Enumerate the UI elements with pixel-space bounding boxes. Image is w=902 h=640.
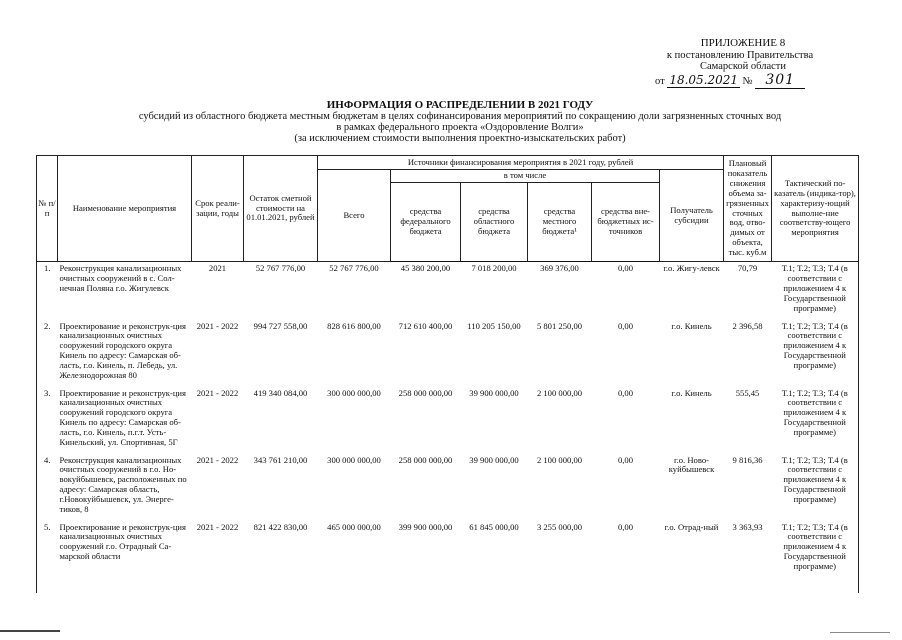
row-num: 4.	[37, 454, 58, 521]
row-term: 2021	[208, 263, 227, 273]
table-row	[37, 521, 859, 593]
row-name: Реконструкция канализационных очистных сооружений в с. Сол-нечная Поляна г.о. Жигулевск	[59, 263, 182, 293]
annex-title: ПРИЛОЖЕНИЕ 8	[700, 37, 786, 49]
row-regional: 39 900 000,00	[469, 454, 519, 465]
row-total: 300 000 000,00	[327, 454, 381, 465]
row-regional: 7 018 200,00	[471, 263, 517, 273]
date-prefix: от	[655, 76, 665, 87]
row-tactical: Т.1; Т.2; Т.3; Т.4 (в соответствии с приложением 4 к Государственной программе)	[772, 387, 859, 454]
row-balance: 52 767 776,00	[255, 263, 306, 273]
row-term: 2021 - 2022	[196, 521, 239, 532]
row-num: 2.	[37, 320, 58, 387]
annex-line-government: к постановлению Правительства	[666, 50, 814, 61]
distribution-table	[36, 155, 859, 593]
row-local: 369 376,00	[540, 263, 579, 273]
row-indicator: 2 396,58	[732, 320, 763, 331]
header-sources: Источники финансирования мероприятия в 2021 году, рублей	[318, 156, 724, 170]
row-regional: 39 900 000,00	[469, 387, 519, 398]
row-num: 3.	[37, 387, 58, 454]
header-name: Наименование мероприятия	[58, 156, 192, 262]
header-local: средства местного бюджета¹	[528, 183, 592, 262]
table-row	[37, 262, 859, 320]
row-offbudget: 0,00	[617, 320, 634, 331]
row-federal: 258 000 000,00	[398, 387, 453, 398]
header-term: Срок реали-зации, годы	[192, 156, 244, 262]
row-indicator: 9 816,36	[732, 454, 763, 465]
row-tactical: Т.1; Т.2; Т.3; Т.4 (в соответствии с приложением 4 к Государственной программе)	[772, 454, 859, 521]
row-name: Проектирование и реконструк-ция канализационных очистных сооружений городского округа Кинель по адресу: Самарская об-ласть, г.о. Кинель, п. Лебедь, ул. Железнодорожная 80	[59, 320, 186, 381]
row-regional: 61 845 000,00	[469, 521, 519, 532]
row-total: 52 767 776,00	[329, 263, 379, 273]
row-name: Реконструкция канализационных очистных сооружений в г.о. Но-вокуйбышевск, расположенных по адресу: Самарская область, г.Новокуйбышевск, ул. Энерге-тиков, 8	[59, 454, 187, 515]
handwritten-date: 18.05.2021	[669, 73, 739, 87]
annex-line-region: Самарской области	[700, 61, 786, 72]
row-indicator: 555,45	[735, 387, 760, 398]
row-balance: 343 761 210,00	[253, 454, 308, 465]
row-federal: 45 380 200,00	[400, 263, 451, 273]
table-row	[37, 387, 859, 454]
scan-edge-mark	[0, 630, 60, 632]
row-num: 5.	[37, 521, 58, 593]
table-row	[37, 454, 859, 521]
row-term: 2021 - 2022	[196, 387, 239, 398]
row-indicator: 3 363,93	[732, 521, 763, 532]
row-federal: 712 610 400,00	[398, 320, 453, 331]
annex-date-number	[655, 72, 805, 88]
document-title: ИНФОРМАЦИЯ О РАСПРЕДЕЛЕНИИ В 2021 ГОДУ	[326, 99, 594, 111]
table-row	[37, 320, 859, 387]
row-offbudget: 0,00	[617, 263, 634, 273]
row-tactical: Т.1; Т.2; Т.3; Т.4 (в соответствии с приложением 4 к Государственной программе)	[772, 262, 859, 320]
row-total: 300 000 000,00	[327, 387, 381, 398]
row-balance: 821 422 830,00	[253, 521, 308, 532]
row-balance: 994 727 558,00	[253, 320, 308, 331]
row-local: 3 255 000,00	[536, 521, 583, 532]
row-total: 465 000 000,00	[327, 521, 381, 532]
row-total: 828 616 800,00	[327, 320, 381, 331]
row-local: 2 100 000,00	[536, 387, 583, 398]
row-offbudget: 0,00	[617, 454, 634, 465]
document-subtitle-3: (за исключением стоимости выполнения проектно-изыскательских работ)	[294, 133, 626, 144]
row-tactical: Т.1; Т.2; Т.3; Т.4 (в соответствии с приложением 4 к Государственной программе)	[772, 320, 859, 387]
row-tactical: Т.1; Т.2; Т.3; Т.4 (в соответствии с приложением 4 к Государственной программе)	[772, 521, 859, 593]
row-name: Проектирование и реконструк-ция канализационных очистных сооружений городского округа Кинель по адресу: Самарская об-ласть, г.о. Кинель, п.г.т. Усть-Кинельский, ул. Спортивная, 5Г	[59, 387, 186, 448]
handwritten-number: 301	[755, 72, 805, 89]
header-regional: средства областного бюджета	[461, 183, 528, 262]
row-num: 1.	[37, 262, 58, 320]
row-recipient: г.о. Ново-куйбышевск	[668, 454, 715, 475]
scan-edge-mark	[830, 632, 890, 633]
header-offbudget: средства вне-бюджетных ис-точников	[592, 183, 660, 262]
document-subtitle-1: субсидий из областного бюджета местным бюджетам в целях софинансирования мероприятий по сокращению доли загрязненных сточных вод	[138, 111, 782, 122]
header-indicator: Плановый показатель снижения объема за-грязненных сточных вод, отво-димых от объекта, тыс. куб.м	[724, 156, 772, 262]
header-num: № п/п	[37, 156, 58, 262]
header-including: в том числе	[391, 170, 660, 183]
header-balance: Остаток сметной стоимости на 01.01.2021, рублей	[244, 156, 318, 262]
header-federal: средства федерального бюджета	[391, 183, 461, 262]
row-balance: 419 340 084,00	[253, 387, 308, 398]
row-recipient: г.о. Отрад-ный	[664, 521, 719, 532]
row-recipient: г.о. Жигу-левск	[663, 263, 720, 273]
header-tactical: Тактический по-казатель (индика-тор), характеризу-ющий выполне-ние соответству-ющего мероприятия	[772, 156, 859, 262]
row-name: Проектирование и реконструк-ция канализационных очистных сооружений г.о. Отрадный Са-марской области	[59, 521, 186, 562]
row-term: 2021 - 2022	[196, 320, 239, 331]
row-federal: 399 900 000,00	[398, 521, 453, 532]
header-recipient: Получатель субсидии	[660, 170, 724, 262]
row-indicator: 70,79	[737, 263, 758, 273]
row-recipient: г.о. Кинель	[671, 387, 712, 398]
row-offbudget: 0,00	[617, 521, 634, 532]
row-regional: 110 205 150,00	[467, 320, 521, 331]
row-offbudget: 0,00	[617, 387, 634, 398]
number-sign: №	[742, 76, 753, 87]
row-recipient: г.о. Кинель	[671, 320, 712, 331]
document-subtitle-2: в рамках федерального проекта «Оздоровление Волги»	[336, 122, 584, 133]
row-term: 2021 - 2022	[196, 454, 239, 465]
row-local: 5 801 250,00	[536, 320, 583, 331]
row-local: 2 100 000,00	[536, 454, 583, 465]
header-total: Всего	[318, 170, 391, 262]
row-federal: 258 000 000,00	[398, 454, 453, 465]
